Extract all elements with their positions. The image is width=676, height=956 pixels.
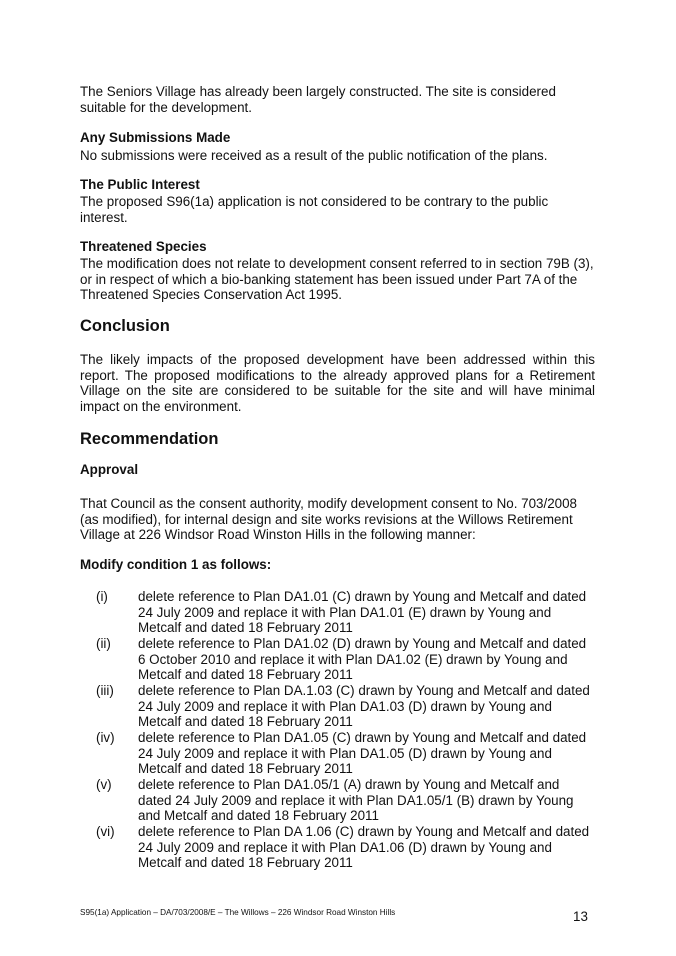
intro-paragraph: The Seniors Village has already been largely constructed. The site is considered suitable for the development. (80, 84, 556, 115)
condition-number: (vi) (96, 824, 115, 839)
public-interest-paragraph: The proposed S96(1a) application is not considered to be contrary to the public interest. (80, 194, 549, 225)
condition-text: delete reference to Plan DA1.05 (C) drawn by Young and Metcalf and dated 24 July 2009 and replace it with Plan DA1.05 (D) drawn by Young and Metcalf and dated 18 February 2011 (138, 730, 587, 777)
threatened-species-paragraph: The modification does not relate to development consent referred to in section 79B (3), or in respect of which a bio-banking statement has been issued under Part 7A of the Threatened Species Conservation Act 1995. (80, 256, 594, 303)
conclusion-heading: Conclusion (80, 317, 170, 335)
conclusion-paragraph: The likely impacts of the proposed development have been addressed within this report. The proposed modifications to the already approved plans for a Retirement Village on the site are considered to be suitable for the site and will have minimal impact on the environment. (80, 352, 595, 414)
threatened-species-heading: Threatened Species (80, 239, 207, 254)
page-footer: S95(1a) Application – DA/703/2008/E – The Willows – 226 Windsor Road Winston Hills (80, 908, 396, 917)
condition-number: (iii) (96, 683, 114, 698)
modify-condition-heading: Modify condition 1 as follows: (80, 557, 272, 572)
condition-text: delete reference to Plan DA1.01 (C) drawn by Young and Metcalf and dated 24 July 2009 and replace it with Plan DA1.01 (E) drawn by Young and Metcalf and dated 18 February 2011 (138, 589, 587, 636)
approval-paragraph: That Council as the consent authority, modify development consent to No. 703/2008 (as modified), for internal design and site works revisions at the Willows Retirement Village at 226 Windsor Road Winston Hills in the following manner: (80, 496, 577, 543)
condition-number: (v) (96, 777, 112, 792)
condition-text: delete reference to Plan DA1.02 (D) drawn by Young and Metcalf and dated 6 October 2010 and replace it with Plan DA1.02 (E) drawn by Young and Metcalf and dated 18 February 2011 (138, 636, 587, 683)
recommendation-heading: Recommendation (80, 430, 219, 448)
public-interest-heading: The Public Interest (80, 177, 200, 192)
condition-text: delete reference to Plan DA 1.06 (C) drawn by Young and Metcalf and dated 24 July 2009 and replace it with Plan DA1.06 (D) drawn by Young and Metcalf and dated 18 February 2011 (138, 824, 590, 871)
condition-number: (ii) (96, 636, 111, 651)
submissions-heading: Any Submissions Made (80, 130, 231, 145)
condition-number: (i) (96, 589, 108, 604)
submissions-paragraph: No submissions were received as a result of the public notification of the plans. (80, 148, 548, 163)
condition-text: delete reference to Plan DA1.05/1 (A) drawn by Young and Metcalf and dated 24 July 2009 and replace it with Plan DA1.05/1 (B) drawn by Young and Metcalf and dated 18 February 2011 (138, 777, 574, 824)
condition-text: delete reference to Plan DA.1.03 (C) drawn by Young and Metcalf and dated 24 July 2009 and replace it with Plan DA1.03 (D) drawn by Young and Metcalf and dated 18 February 2011 (138, 683, 590, 730)
approval-heading: Approval (80, 462, 139, 477)
condition-number: (iv) (96, 730, 115, 745)
page-number: 13 (573, 909, 588, 924)
